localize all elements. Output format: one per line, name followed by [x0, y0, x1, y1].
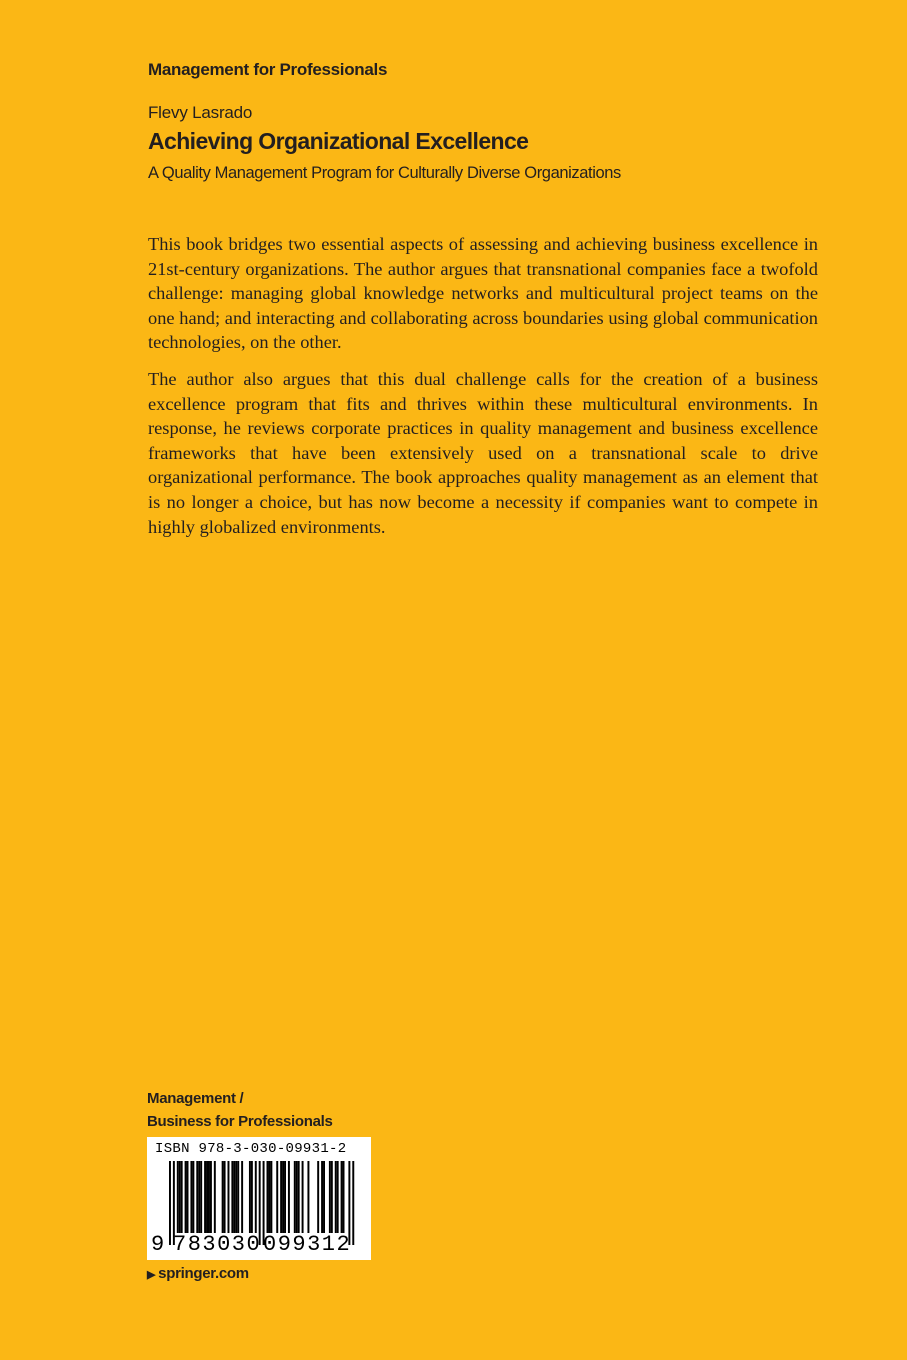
barcode-bar: [233, 1161, 235, 1233]
blurb: [148, 232, 818, 551]
barcode-bar: [276, 1161, 278, 1233]
barcode-bar: [179, 1161, 181, 1233]
barcode-bar: [222, 1161, 224, 1233]
arrow-right-icon: ▶: [147, 1269, 156, 1281]
barcode-bar: [298, 1161, 300, 1233]
barcode-bar: [280, 1161, 282, 1233]
category-label: [147, 1087, 333, 1133]
barcode-bar: [214, 1161, 216, 1233]
barcode-bar: [296, 1161, 298, 1233]
website-label: springer.com: [158, 1265, 249, 1282]
category-line: Business for Professionals: [147, 1113, 333, 1130]
isbn-label: ISBN 978-3-030-09931-2: [155, 1141, 347, 1157]
barcode-digits-left: 783030: [173, 1232, 262, 1257]
barcode-bar: [267, 1161, 269, 1233]
barcode-bar: [341, 1161, 343, 1233]
barcode-bar: [352, 1161, 354, 1245]
barcode-bar: [210, 1161, 212, 1233]
barcode-bar: [237, 1161, 239, 1233]
barcode-bar: [241, 1161, 243, 1233]
barcode-bar: [288, 1161, 290, 1233]
barcode-bar: [235, 1161, 237, 1233]
isbn-barcode: [147, 1137, 371, 1260]
barcode-bar: [249, 1161, 251, 1233]
barcode-bar: [284, 1161, 286, 1233]
publisher-website[interactable]: [147, 1265, 249, 1282]
barcode-bar: [198, 1161, 200, 1233]
barcode-bar: [190, 1161, 192, 1233]
barcode-bar: [200, 1161, 202, 1233]
barcode-bar: [185, 1161, 187, 1233]
book-subtitle: A Quality Management Program for Culturally Diverse Organizations: [148, 164, 621, 182]
barcode-bar: [255, 1161, 257, 1233]
barcode-bar: [169, 1161, 171, 1245]
barcode-bar: [181, 1161, 183, 1233]
barcode-bar: [321, 1161, 323, 1233]
barcode-bar: [231, 1161, 233, 1233]
blurb-paragraph: The author also argues that this dual challenge calls for the creation of a business excellence program that fits and thrives within these multicultural environments. In response, he reviews corporate practices in quality management and business excellence frameworks that have been extensively used on a transnational scale to drive organizational performance. The book approaches quality management as an element that is no longer a choice, but has now become a necessity if companies want to compete in highly globalized environments.: [148, 368, 818, 537]
barcode-bar: [343, 1161, 345, 1233]
author-name: Flevy Lasrado: [148, 103, 253, 122]
barcode-bar: [323, 1161, 325, 1233]
barcode-bar: [208, 1161, 210, 1233]
barcode-bar: [317, 1161, 319, 1233]
barcode-bar: [307, 1161, 309, 1233]
barcode-digits-right: 099312: [263, 1232, 352, 1257]
barcode-bar: [187, 1161, 189, 1233]
barcode-bar: [331, 1161, 333, 1233]
barcode-bar: [302, 1161, 304, 1233]
barcode-bar: [337, 1161, 339, 1233]
barcode-bar: [228, 1161, 230, 1233]
barcode-bar: [251, 1161, 253, 1233]
barcode-bar: [206, 1161, 208, 1233]
barcode-bar: [282, 1161, 284, 1233]
book-title: Achieving Organizational Excellence: [148, 128, 529, 154]
blurb-paragraph: This book bridges two essential aspects of assessing and achieving business excellence in 21st-century organizations. The author argues that transnational companies face a twofold challenge: managing global knowledge networks and multicultural project teams on the one hand; and interacting and collaborating across boundaries using global communication technologies, on the other.: [148, 234, 818, 353]
category-line: Management /: [147, 1090, 244, 1107]
barcode-bar: [270, 1161, 272, 1233]
barcode-bar: [192, 1161, 194, 1233]
barcode-bar: [268, 1161, 270, 1233]
barcode-bar: [196, 1161, 198, 1233]
barcode-bar: [335, 1161, 337, 1233]
series-name: Management for Professionals: [148, 60, 388, 79]
barcode-bar: [204, 1161, 206, 1233]
barcode-bar: [224, 1161, 226, 1233]
barcode-bar: [329, 1161, 331, 1233]
barcode-digit-first: 9: [151, 1232, 165, 1257]
barcode-bar: [177, 1161, 179, 1233]
barcode-bar: [294, 1161, 296, 1233]
